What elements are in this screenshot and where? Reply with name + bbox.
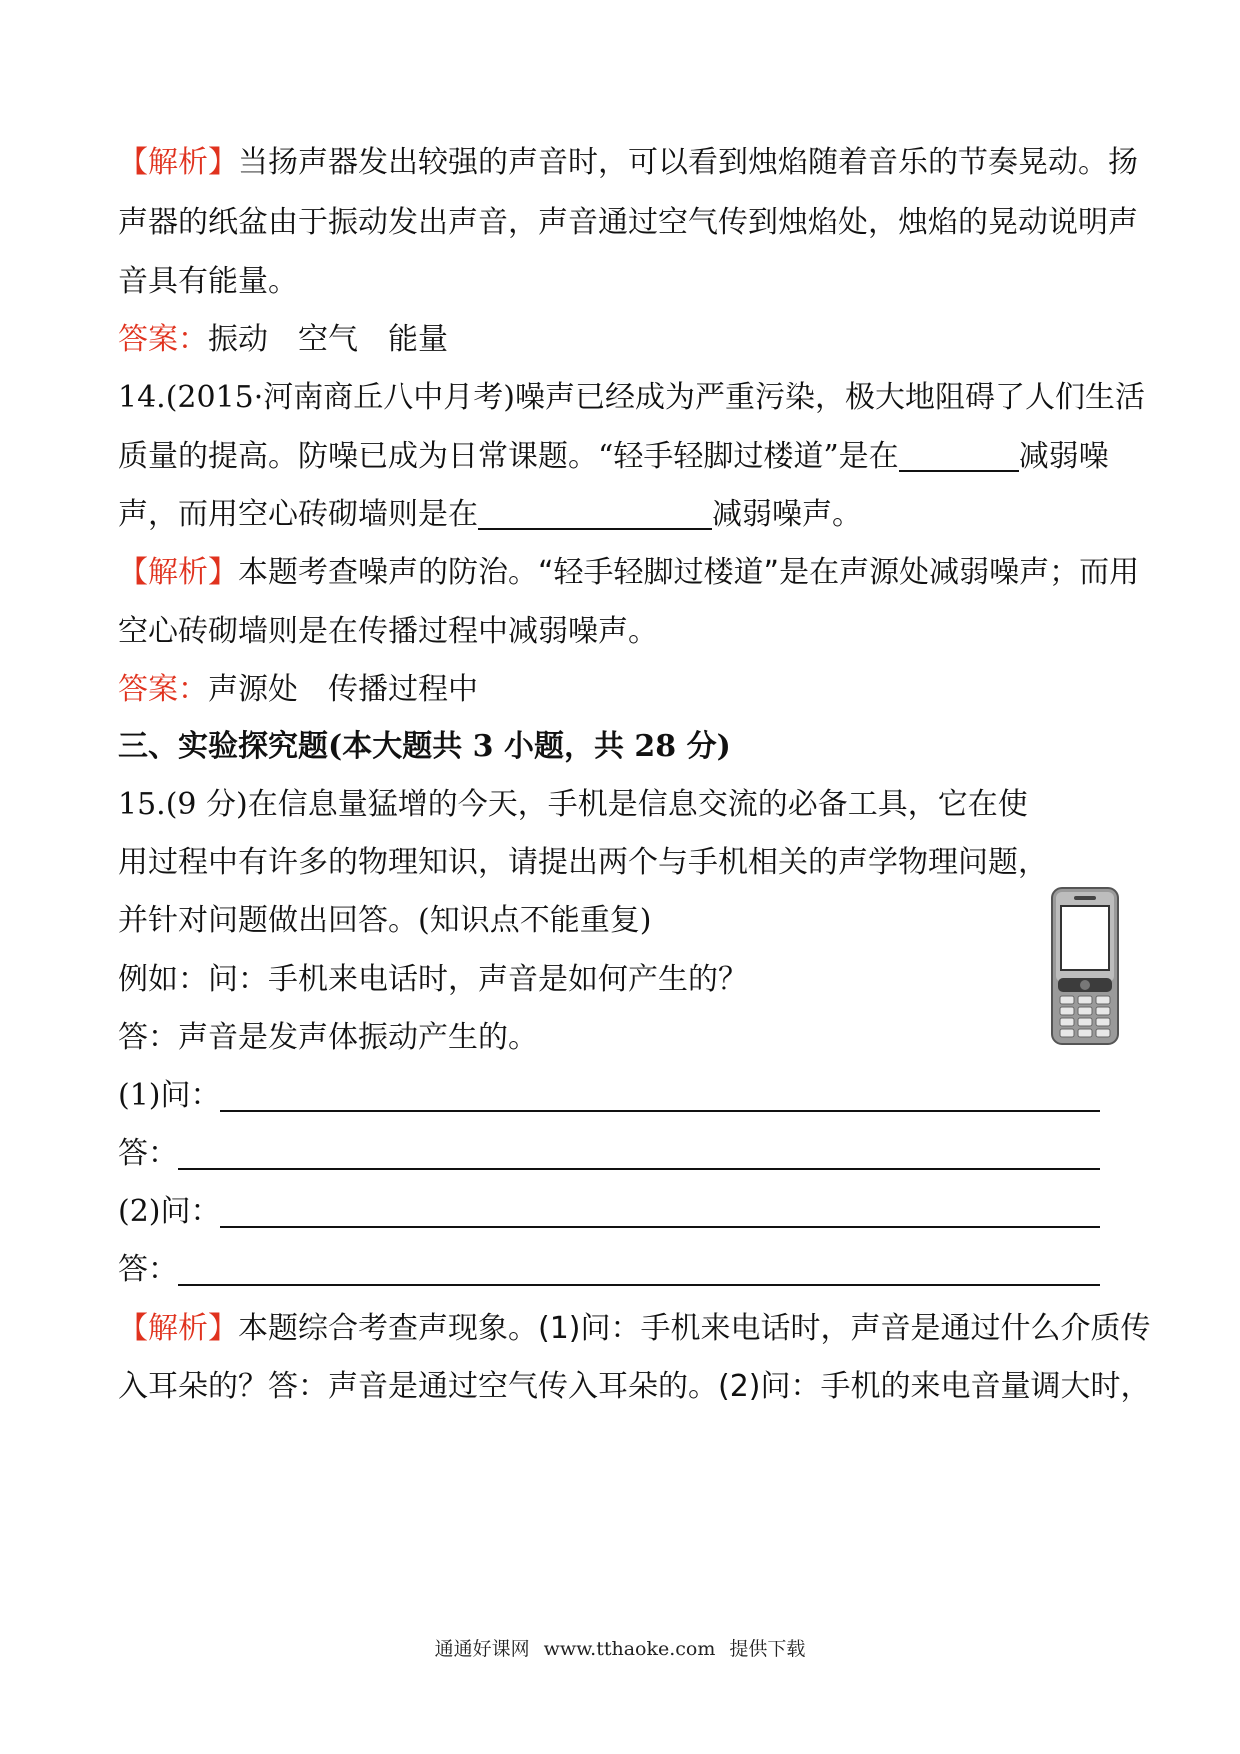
q15-q2-label: (2)问： bbox=[118, 1194, 221, 1229]
q15-a2-label: 答： bbox=[118, 1252, 178, 1287]
analysis-label: 【解析】 bbox=[118, 1311, 238, 1346]
q13-analysis-line-2: 声器的纸盆由于振动发出声音，声音通过空气传到烛焰处，烛焰的晃动说明声 bbox=[118, 205, 1138, 240]
phone-nav-button bbox=[1080, 980, 1090, 990]
q14-answer: 答案：声源处 传播过程中 bbox=[118, 672, 478, 707]
q15-a1-label: 答： bbox=[118, 1136, 178, 1171]
q13-answer: 答案：振动 空气 能量 bbox=[118, 322, 448, 357]
footer-note: 提供下载 bbox=[729, 1638, 806, 1660]
q15-q1-label: (1)问： bbox=[118, 1078, 221, 1113]
page-footer bbox=[0, 1634, 1240, 1661]
answer-label: 答案： bbox=[118, 322, 208, 357]
answer-label: 答案： bbox=[118, 672, 208, 707]
q15-analysis-line-1: 【解析】本题综合考查声现象。(1)问：手机来电话时，声音是通过什么介质传 bbox=[118, 1311, 1151, 1346]
q13-analysis-line-1: 【解析】当扬声器发出较强的声音时，可以看到烛焰随着音乐的节奏晃动。扬 bbox=[118, 145, 1138, 180]
mobile-phone-image bbox=[1050, 886, 1120, 1046]
q15-example-question: 例如：问：手机来电话时，声音是如何产生的？ bbox=[118, 962, 748, 997]
q15-a2-blank[interactable] bbox=[178, 1284, 1100, 1286]
footer-url[interactable]: www.tthaoke.com bbox=[543, 1638, 716, 1660]
phone-speaker bbox=[1074, 896, 1096, 900]
q13-analysis-line-3: 音具有能量。 bbox=[118, 264, 298, 299]
section-heading: 三、实验探究题(本大题共 3 小题，共 28 分) bbox=[118, 729, 731, 764]
q15-question-line-1: 15.(9 分)在信息量猛增的今天，手机是信息交流的必备工具，它在使 bbox=[118, 787, 1028, 822]
q15-a1-blank[interactable] bbox=[178, 1168, 1100, 1170]
answer-blank-2[interactable] bbox=[478, 498, 712, 530]
answer-blank-1[interactable] bbox=[899, 440, 1019, 472]
q15-example-answer: 答：声音是发声体振动产生的。 bbox=[118, 1020, 538, 1055]
q14-analysis-line-1: 【解析】本题考查噪声的防治。“轻手轻脚过楼道”是在声源处减弱噪声；而用 bbox=[118, 555, 1140, 590]
q15-question-line-3: 并针对问题做出回答。(知识点不能重复) bbox=[118, 903, 652, 938]
q14-analysis-line-2: 空心砖砌墙则是在传播过程中减弱噪声。 bbox=[118, 614, 658, 649]
q15-q2-blank[interactable] bbox=[220, 1226, 1100, 1228]
q15-question-line-2: 用过程中有许多的物理知识，请提出两个与手机相关的声学物理问题， bbox=[118, 845, 1048, 880]
q14-question-line-3: 声，而用空心砖砌墙则是在 减弱噪声。 bbox=[118, 497, 862, 532]
analysis-label: 【解析】 bbox=[118, 555, 238, 590]
q15-analysis-line-2: 入耳朵的？答：声音是通过空气传入耳朵的。(2)问：手机的来电音量调大时， bbox=[118, 1369, 1151, 1404]
q15-q1-blank[interactable] bbox=[220, 1110, 1100, 1112]
q14-question-line-2: 质量的提高。防噪已成为日常课题。“轻手轻脚过楼道”是在 减弱噪 bbox=[118, 439, 1109, 474]
analysis-label: 【解析】 bbox=[118, 145, 238, 180]
phone-screen bbox=[1061, 906, 1109, 970]
footer-site-name: 通通好课网 bbox=[434, 1638, 530, 1660]
q14-question-line-1: 14.(2015·河南商丘八中月考)噪声已经成为严重污染，极大地阻碍了人们生活 bbox=[118, 380, 1146, 415]
